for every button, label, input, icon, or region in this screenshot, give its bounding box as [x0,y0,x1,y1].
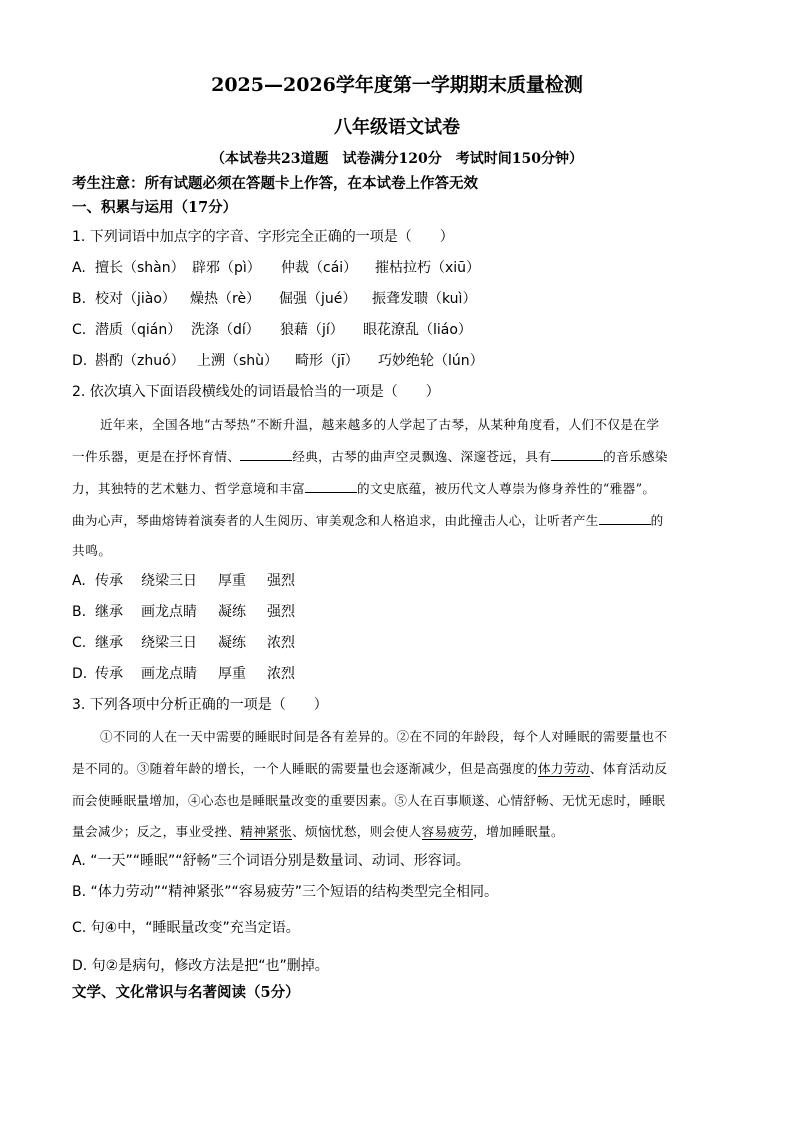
exam-info: （本试卷共23道题 试卷满分120分 考试时间150分钟） [211,151,583,167]
section-heading: 一、积累与运用（17分） [72,199,238,216]
q2-passage-line: 一件乐器，更是在抒怀育情、 经典，古琴的曲声空灵飘逸、深邃苍远，具有 的音乐感染 [72,449,668,464]
q2-passage-line: 力，其独特的艺术魅力、哲学意境和丰富 的文史底蕴，被历代文人尊崇为修身养性的“雅器”。 [72,481,656,496]
q2-option-c: C. 继承 绕梁三日 凝练 浓烈 [72,635,295,651]
q3-option-c: C. 句④中，“睡眠量改变”充当定语。 [72,920,300,936]
underlined-phrase: 精神紧张 [240,824,293,839]
q2-option-d: D. 传承 画龙点睛 厚重 浓烈 [72,666,295,682]
question-2-stem: 2. 依次填入下面语段横线处的词语最恰当的一项是（ ） [72,384,440,400]
q3-passage-line: 而会使睡眠量增加，④心态也是睡眠量改变的重要因素。⑤人在百事顺遂、心情舒畅、无忧无虑时，睡眠 [72,793,666,808]
fill-blank[interactable] [551,448,603,461]
question-3-stem: 3. 下列各项中分析正确的一项是（ ） [72,697,328,713]
fill-blank[interactable] [305,480,357,493]
q3-option-d: D. 句②是病句，修改方法是把“也”删掉。 [72,958,329,974]
q1-option-d: D. 斟酌（zhuó） 上溯（shù） 畸形（jī） 巧妙绝轮（lún） [72,353,484,369]
q2-passage-line: 共鸣。 [72,543,112,558]
q3-passage-line: 量会减少；反之，事业受挫、精神紧张、烦恼忧愁，则会使人容易疲劳，增加睡眠量。 [72,824,564,839]
q2-passage-line: 近年来，全国各地“古琴热”不断升温，越来越多的人学起了古琴，从某种角度看，人们不仅是在学 [100,417,660,432]
q2-passage-line: 曲为心声，琴曲熔铸着演奏者的人生阅历、审美观念和人格追求，由此撞击人心，让听者产生 的 [72,513,664,528]
underlined-phrase: 体力劳动 [537,761,590,776]
exam-title: 2025—2026学年度第一学期期末质量检测 [211,74,583,96]
underlined-phrase: 容易疲劳 [421,824,474,839]
q3-passage-line: ①不同的人在一天中需要的睡眠时间是各有差异的。②在不同的年龄段，每个人对睡眠的需要量也不 [100,729,668,744]
q1-option-c: C. 潜质（qián） 洗涤（dí） 狼藉（jí） 眼花潦乱（liáo） [72,322,472,338]
section-heading: 文学、文化常识与名著阅读（5分） [72,984,300,1001]
q2-option-a: A. 传承 绕梁三日 厚重 强烈 [72,573,295,589]
fill-blank[interactable] [599,512,651,525]
q3-passage-line: 是不同的。③随着年龄的增长，一个人睡眠的需要量也会逐渐减少，但是高强度的体力劳动、体育活动反 [72,761,668,776]
question-1-stem: 1. 下列词语中加点字的字音、字形完全正确的一项是（ ） [72,229,454,245]
q3-option-a: A. “一天”“睡眠”“舒畅”三个词语分别是数量词、动词、形容词。 [72,853,470,869]
q3-option-b: B. “体力劳动”“精神紧张”“容易疲劳”三个短语的结构类型完全相同。 [72,884,499,900]
fill-blank[interactable] [240,448,292,461]
q2-option-b: B. 继承 画龙点睛 凝练 强烈 [72,604,295,620]
exam-notice: 考生注意：所有试题必须在答题卡上作答，在本试卷上作答无效 [72,175,478,192]
exam-subtitle: 八年级语文试卷 [334,117,460,138]
q1-option-a: A. 擅长（shàn） 辟邪（pì） 仲裁（cái） 摧枯拉朽（xiū） [72,260,481,276]
q1-option-b: B. 校对（jiào） 燥热（rè） 倔强（jué） 振聋发聩（kuì） [72,291,477,307]
